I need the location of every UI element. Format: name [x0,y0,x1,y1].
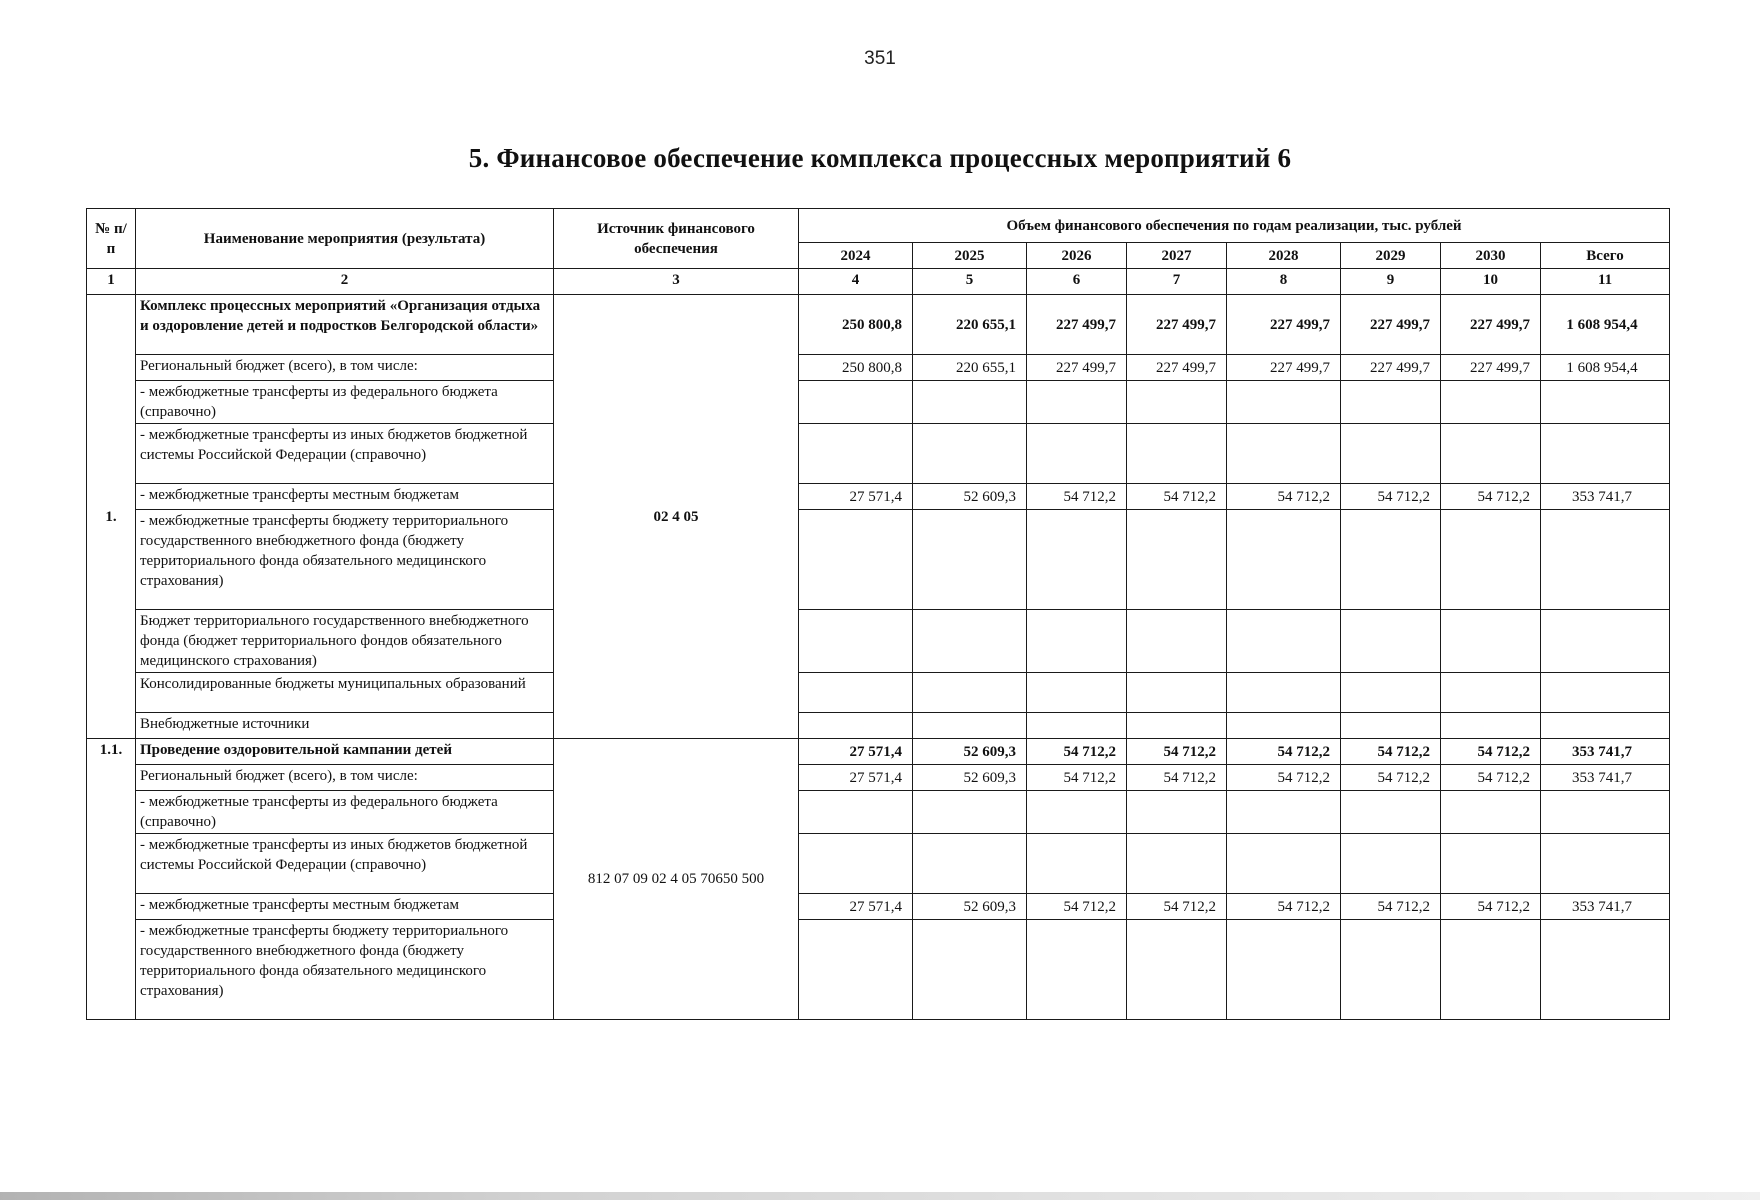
column-number: 8 [1227,269,1341,295]
total-cell [1541,920,1670,1020]
year-value-cell [1227,510,1341,610]
year-value-cell [1027,510,1127,610]
year-value-cell: 54 712,2 [1341,484,1441,510]
year-value-cell: 54 712,2 [1227,739,1341,765]
year-value-cell: 227 499,7 [1127,295,1227,355]
table-row [87,791,1670,834]
year-value-cell: 27 571,4 [799,765,913,791]
year-value-cell [1127,381,1227,424]
table-row [87,610,1670,673]
year-value-cell: 54 712,2 [1027,739,1127,765]
year-value-cell [1341,834,1441,894]
year-value-cell [1127,673,1227,713]
table-row [87,424,1670,484]
year-value-cell [799,510,913,610]
year-value-cell [1027,791,1127,834]
year-value-cell: 54 712,2 [1341,894,1441,920]
year-value-cell [1441,381,1541,424]
year-value-cell [799,610,913,673]
total-cell [1541,610,1670,673]
year-value-cell: 52 609,3 [913,739,1027,765]
year-value-cell [799,424,913,484]
table-row [87,765,1670,791]
table-row [87,673,1670,713]
total-cell [1541,673,1670,713]
year-value-cell [1127,920,1227,1020]
row-name: Комплекс процессных мероприятий «Организация отдыха и оздоровление детей и подростков Белгородской области» [136,295,554,355]
column-number: 2 [136,269,554,295]
year-value-cell [1027,713,1127,739]
header-year: 2029 [1341,243,1441,269]
year-value-cell [913,510,1027,610]
year-value-cell [1441,834,1541,894]
funding-source: 02 4 05 [554,295,799,739]
year-value-cell: 227 499,7 [1341,295,1441,355]
year-value-cell [1341,610,1441,673]
year-value-cell [1227,791,1341,834]
year-value-cell [1227,713,1341,739]
year-value-cell: 227 499,7 [1127,355,1227,381]
table-row [87,295,1670,355]
table-row [87,484,1670,510]
year-value-cell [1227,834,1341,894]
year-value-cell: 54 712,2 [1441,894,1541,920]
year-value-cell [1127,424,1227,484]
year-value-cell [1441,920,1541,1020]
year-value-cell [913,834,1027,894]
total-cell: 353 741,7 [1541,484,1670,510]
year-value-cell [1441,713,1541,739]
year-value-cell: 27 571,4 [799,894,913,920]
year-value-cell: 227 499,7 [1227,355,1341,381]
year-value-cell [1127,791,1227,834]
row-name: - межбюджетные трансферты из федерального бюджета (справочно) [136,791,554,834]
year-value-cell [1027,381,1127,424]
year-value-cell [913,424,1027,484]
header-volume: Объем финансового обеспечения по годам реализации, тыс. рублей [799,209,1670,243]
year-value-cell: 54 712,2 [1027,894,1127,920]
total-cell [1541,713,1670,739]
total-cell [1541,424,1670,484]
year-value-cell: 54 712,2 [1027,765,1127,791]
table-row [87,713,1670,739]
year-value-cell [913,791,1027,834]
table-row [87,834,1670,894]
column-number: 4 [799,269,913,295]
year-value-cell [913,610,1027,673]
table-row [87,355,1670,381]
year-value-cell [913,673,1027,713]
year-value-cell: 227 499,7 [1441,295,1541,355]
year-value-cell [1341,424,1441,484]
year-value-cell [1027,424,1127,484]
year-value-cell [799,834,913,894]
row-name: - межбюджетные трансферты из иных бюджетов бюджетной системы Российской Федерации (справочно) [136,424,554,484]
total-cell: 1 608 954,4 [1541,355,1670,381]
financing-table [86,208,1670,1020]
year-value-cell: 54 712,2 [1441,765,1541,791]
table-row [87,894,1670,920]
year-value-cell [1127,610,1227,673]
year-value-cell: 54 712,2 [1027,484,1127,510]
header-year: 2028 [1227,243,1341,269]
year-value-cell [1127,713,1227,739]
year-value-cell: 227 499,7 [1441,355,1541,381]
year-value-cell [913,381,1027,424]
total-cell: 353 741,7 [1541,765,1670,791]
header-year: 2030 [1441,243,1541,269]
total-cell [1541,791,1670,834]
header-source: Источник финансового обеспечения [554,209,799,269]
year-value-cell: 54 712,2 [1127,739,1227,765]
year-value-cell [1441,673,1541,713]
header-num: № п/п [87,209,136,269]
column-number: 9 [1341,269,1441,295]
year-value-cell: 54 712,2 [1341,765,1441,791]
total-cell: 353 741,7 [1541,894,1670,920]
page-number: 351 [864,48,896,69]
year-value-cell: 52 609,3 [913,894,1027,920]
header-year: 2025 [913,243,1027,269]
column-number: 10 [1441,269,1541,295]
row-name: - межбюджетные трансферты бюджету территориального государственного внебюджетного фонда (бюджету территориального фонда обязательного медицинского страхования) [136,510,554,610]
year-value-cell: 54 712,2 [1441,739,1541,765]
row-name: - межбюджетные трансферты местным бюджетам [136,894,554,920]
row-name: Консолидированные бюджеты муниципальных образований [136,673,554,713]
funding-source: 812 07 09 02 4 05 70650 500 [554,739,799,1020]
total-cell: 1 608 954,4 [1541,295,1670,355]
year-value-cell: 54 712,2 [1227,484,1341,510]
year-value-cell [1227,381,1341,424]
year-value-cell: 54 712,2 [1127,894,1227,920]
row-name: Внебюджетные источники [136,713,554,739]
year-value-cell: 227 499,7 [1227,295,1341,355]
year-value-cell: 54 712,2 [1441,484,1541,510]
year-value-cell: 227 499,7 [1027,295,1127,355]
year-value-cell [1341,791,1441,834]
row-index: 1.1. [87,739,136,1020]
year-value-cell [1341,673,1441,713]
year-value-cell [1227,424,1341,484]
table-row [87,739,1670,765]
row-index: 1. [87,295,136,739]
row-name: - межбюджетные трансферты из федерального бюджета (справочно) [136,381,554,424]
year-value-cell [1227,920,1341,1020]
year-value-cell [913,920,1027,1020]
year-value-cell: 52 609,3 [913,484,1027,510]
header-year: 2026 [1027,243,1127,269]
row-name: - межбюджетные трансферты местным бюджетам [136,484,554,510]
year-value-cell [799,713,913,739]
total-cell [1541,834,1670,894]
year-value-cell [1441,791,1541,834]
total-cell [1541,381,1670,424]
year-value-cell [1027,610,1127,673]
year-value-cell [1227,610,1341,673]
year-value-cell: 54 712,2 [1127,484,1227,510]
year-value-cell: 220 655,1 [913,355,1027,381]
year-value-cell: 250 800,8 [799,295,913,355]
header-year: 2027 [1127,243,1227,269]
year-value-cell [1127,834,1227,894]
row-name: Региональный бюджет (всего), в том числе: [136,765,554,791]
page-title: 5. Финансовое обеспечение комплекса процессных мероприятий 6 [468,143,1292,173]
year-value-cell: 54 712,2 [1227,765,1341,791]
year-value-cell [1027,920,1127,1020]
year-value-cell: 27 571,4 [799,484,913,510]
table-row [87,381,1670,424]
year-value-cell: 227 499,7 [1027,355,1127,381]
year-value-cell [1127,510,1227,610]
total-cell: 353 741,7 [1541,739,1670,765]
total-cell [1541,510,1670,610]
column-number: 3 [554,269,799,295]
header-year: 2024 [799,243,913,269]
year-value-cell [1441,610,1541,673]
row-name: - межбюджетные трансферты из иных бюджетов бюджетной системы Российской Федерации (справочно) [136,834,554,894]
year-value-cell [1341,713,1441,739]
year-value-cell [1341,381,1441,424]
year-value-cell: 220 655,1 [913,295,1027,355]
row-name: Бюджет территориального государственного внебюджетного фонда (бюджет территориального фондов обязательного медицинского страхования) [136,610,554,673]
column-number: 5 [913,269,1027,295]
year-value-cell [1441,424,1541,484]
column-number: 7 [1127,269,1227,295]
year-value-cell: 250 800,8 [799,355,913,381]
year-value-cell [799,920,913,1020]
year-value-cell [1027,673,1127,713]
year-value-cell: 52 609,3 [913,765,1027,791]
table-row [87,920,1670,1020]
year-value-cell: 54 712,2 [1227,894,1341,920]
header-year: Всего [1541,243,1670,269]
year-value-cell [1027,834,1127,894]
year-value-cell: 54 712,2 [1127,765,1227,791]
year-value-cell [1227,673,1341,713]
year-value-cell: 54 712,2 [1341,739,1441,765]
column-number: 1 [87,269,136,295]
row-name: Проведение оздоровительной кампании детей [136,739,554,765]
header-name: Наименование мероприятия (результата) [136,209,554,269]
year-value-cell: 27 571,4 [799,739,913,765]
year-value-cell [799,791,913,834]
year-value-cell: 227 499,7 [1341,355,1441,381]
row-name: Региональный бюджет (всего), в том числе: [136,355,554,381]
column-number: 6 [1027,269,1127,295]
year-value-cell [799,381,913,424]
row-name: - межбюджетные трансферты бюджету территориального государственного внебюджетного фонда (бюджету территориального фонда обязательного медицинского страхования) [136,920,554,1020]
year-value-cell [1441,510,1541,610]
year-value-cell [1341,510,1441,610]
year-value-cell [799,673,913,713]
table-row [87,510,1670,610]
column-number: 11 [1541,269,1670,295]
year-value-cell [913,713,1027,739]
year-value-cell [1341,920,1441,1020]
scan-edge [0,1192,1760,1200]
